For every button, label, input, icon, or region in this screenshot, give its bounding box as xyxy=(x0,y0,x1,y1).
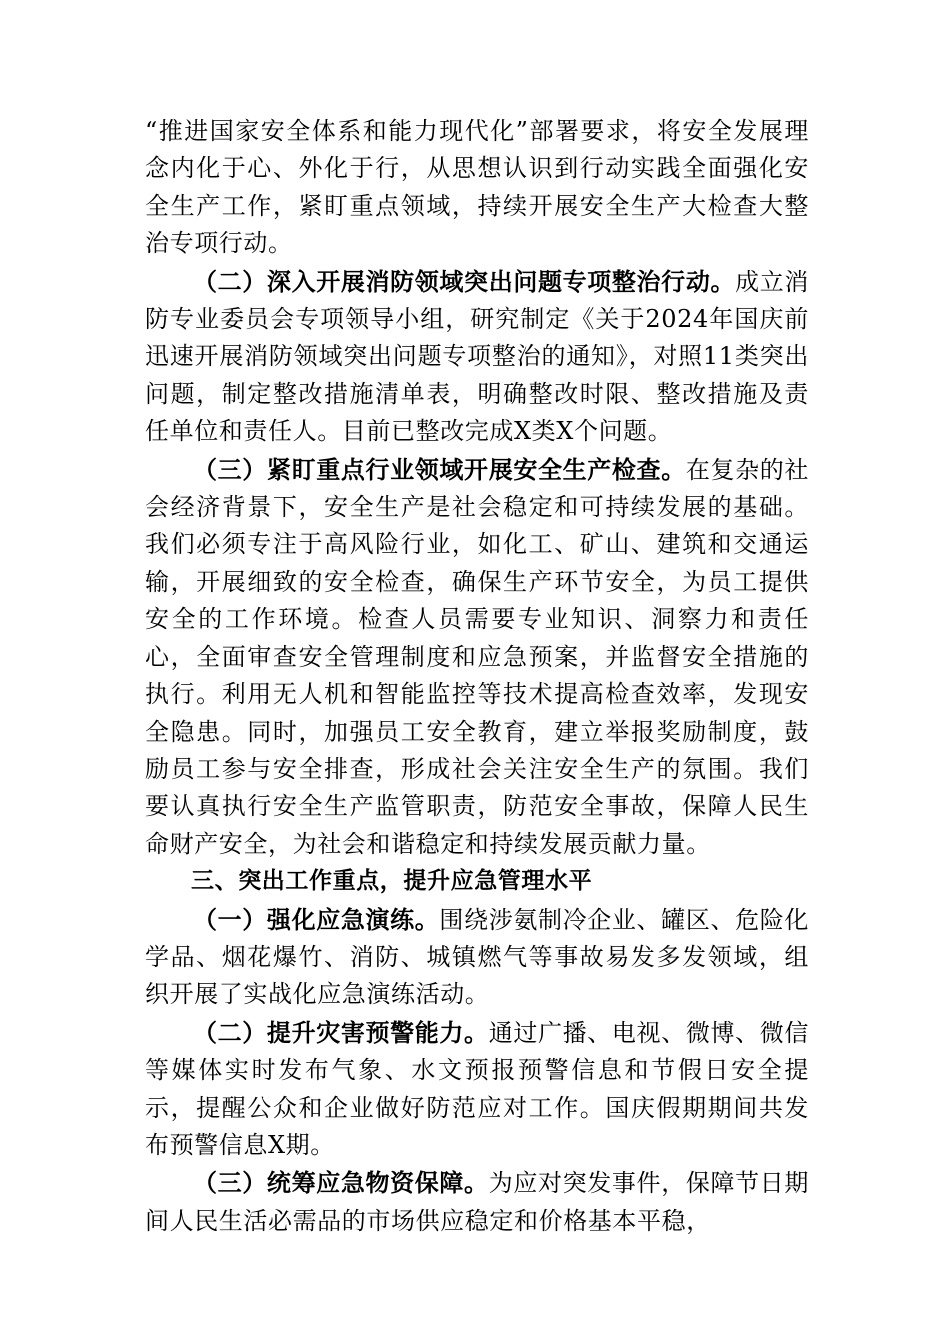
paragraph-body: 在复杂的社会经济背景下，安全生产是社会稳定和可持续发展的基础。我们必须专注于高风险行业，如化工、矿山、建筑和交通运输，开展细致的安全检查，确保生产环节安全，为员工提供安全的工作环境。检查人员需要专业知识、洞察力和责任心，全面审查安全管理制度和应急预案，并监督安全措施的执行。利用无人机和智能监控等技术提高检查效率，发现安全隐患。同时，加强员工安全教育，建立举报奖励制度，鼓励员工参与安全排查，形成社会关注安全生产的氛围。我们要认真执行安全生产监管职责，防范安全事故，保障人民生命财产安全，为社会和谐稳定和持续发展贡献力量。 xyxy=(145,455,810,858)
paragraph-lead: （二）提升灾害预警能力。 xyxy=(193,1017,489,1047)
paragraph-body: “推进国家安全体系和能力现代化”部署要求，将安全发展理念内化于心、外化于行，从思想认识到行动实践全面强化安全生产工作，紧盯重点领域，持续开展安全生产大检查大整治专项行动。 xyxy=(145,117,809,258)
paragraph-emergency-drill xyxy=(145,901,809,1014)
paragraph-fire-rectification xyxy=(145,263,809,451)
section-heading: 三、突出工作重点，提升应急管理水平 xyxy=(191,868,593,895)
paragraph-lead: （一）强化应急演练。 xyxy=(193,904,440,934)
paragraph-continuation xyxy=(145,113,809,263)
paragraph-body: 成立消防专业委员会专项领导小组，研究制定《关于2024年国庆前迅速开展消防领域突出问题专项整治的通知》，对照11类突出问题，制定整改措施清单表，明确整改时限、整改措施及责任单位和责任人。目前已整改完成X类X个问题。 xyxy=(145,267,809,446)
document-body xyxy=(145,113,809,1240)
paragraph-emergency-supplies xyxy=(145,1164,809,1240)
paragraph-body: 围绕涉氨制冷企业、罐区、危险化学品、烟花爆竹、消防、城镇燃气等事故易发多发领域，组织开展了实战化应急演练活动。 xyxy=(145,905,810,1009)
paragraph-disaster-warning xyxy=(145,1014,809,1165)
paragraph-body: 为应对突发事件，保障节日期间人民生活必需品的市场供应稳定和价格基本平稳， xyxy=(145,1169,809,1235)
paragraph-lead: （三）统筹应急物资保障。 xyxy=(193,1168,489,1198)
paragraph-lead: （二）深入开展消防领域突出问题专项整治行动。 xyxy=(193,266,736,296)
paragraph-lead: （三）紧盯重点行业领域开展安全生产检查。 xyxy=(193,454,686,484)
paragraph-safety-inspection xyxy=(145,451,809,863)
paragraph-body: 通过广播、电视、微博、微信等媒体实时发布气象、水文预报预警信息和节假日安全提示，提醒公众和企业做好防范应对工作。国庆假期期间共发布预警信息X期。 xyxy=(145,1018,809,1159)
